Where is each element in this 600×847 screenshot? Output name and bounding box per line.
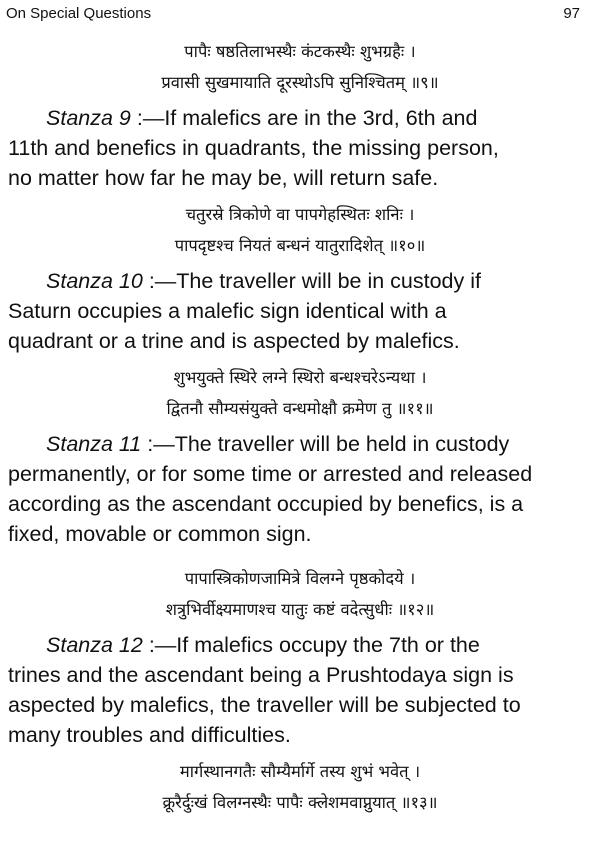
stanza-line: no matter how far he may be, will return safe.: [8, 166, 439, 190]
verse-line: शुभयुक्ते स्थिरे लग्ने स्थिरो बन्धश्चरेऽन्यथा ।: [173, 368, 427, 387]
page-body: [0, 36, 600, 818]
stanza-11-translation: [0, 429, 600, 549]
stanza-line: 11th and benefics in quadrants, the missing person,: [8, 136, 499, 160]
page-number: 97: [563, 5, 580, 22]
verse-line: शत्रुभिर्वीक्ष्यमाणश्च यातुः कष्टं वदेत्सुधीः ॥१२॥: [165, 600, 435, 619]
stanza-label: Stanza 10: [46, 269, 143, 293]
stanza-10-translation: [0, 266, 600, 356]
sanskrit-verse-11: [0, 362, 600, 424]
stanza-line: fixed, movable or common sign.: [8, 522, 312, 546]
running-title: On Special Questions: [6, 5, 152, 22]
stanza-text: :—If malefics occupy the 7th or the: [148, 633, 480, 657]
stanza-label: Stanza 9: [46, 106, 131, 130]
sanskrit-verse-13: [0, 756, 600, 818]
stanza-line: [8, 266, 594, 296]
stanza-line: Saturn occupies a malefic sign identical with a: [8, 299, 447, 323]
stanza-line: [8, 429, 594, 459]
stanza-label: Stanza 11: [46, 432, 142, 456]
stanza-line: trines and the ascendant being a Prushtodaya sign is: [8, 663, 514, 687]
verse-line: मार्गस्थानगतैः सौम्यैर्मार्गे तस्य शुभं भवेत् ।: [179, 762, 421, 781]
verse-line: चतुरस्रे त्रिकोणे वा पापगेहस्थितः शनिः ।: [185, 205, 415, 224]
stanza-line: permanently, or for some time or arrested and released: [8, 462, 533, 486]
stanza-line: [8, 103, 594, 133]
sanskrit-verse-10: [0, 199, 600, 261]
sanskrit-verse-12: [0, 563, 600, 625]
stanza-line: aspected by malefics, the traveller will be subjected to: [8, 693, 521, 717]
stanza-label: Stanza 12: [46, 633, 143, 657]
stanza-line: quadrant or a trine and is aspected by malefics.: [8, 329, 460, 353]
stanza-text: :—The traveller will be in custody if: [148, 269, 481, 293]
stanza-text: :—The traveller will be held in custody: [147, 432, 510, 456]
stanza-line: according as the ascendant occupied by benefics, is a: [8, 492, 524, 516]
stanza-text: :—If malefics are in the 3rd, 6th and: [136, 106, 478, 130]
spacer: [0, 555, 600, 563]
stanza-line: many troubles and difficulties.: [8, 723, 291, 747]
page-header: [6, 5, 580, 27]
stanza-9-translation: [0, 103, 600, 193]
verse-line: प्रवासी सुखमायाति दूरस्थोऽपि सुनिश्चितम् ॥९॥: [161, 73, 439, 92]
verse-line: क्रूरैर्दुःखं विलग्नस्थैः पापैः क्लेशमवाप्नुयात् ॥१३॥: [162, 793, 438, 812]
verse-line: पापैः षष्ठतिलाभस्थैः कंटकस्थैः शुभग्रहैः ।: [184, 42, 416, 61]
verse-line: पापदृष्टश्च नियतं बन्धनं यातुरादिशेत् ॥१०॥: [174, 236, 426, 255]
stanza-line: [8, 630, 594, 660]
stanza-12-translation: [0, 630, 600, 750]
sanskrit-verse-9: [0, 36, 600, 98]
verse-line: द्वितनौ सौम्यसंयुक्ते वन्धमोक्षौ क्रमेण तु ॥११॥: [166, 399, 434, 418]
verse-line: पापास्त्रिकोणजामित्रे विलग्ने पृष्ठकोदये ।: [184, 569, 416, 588]
